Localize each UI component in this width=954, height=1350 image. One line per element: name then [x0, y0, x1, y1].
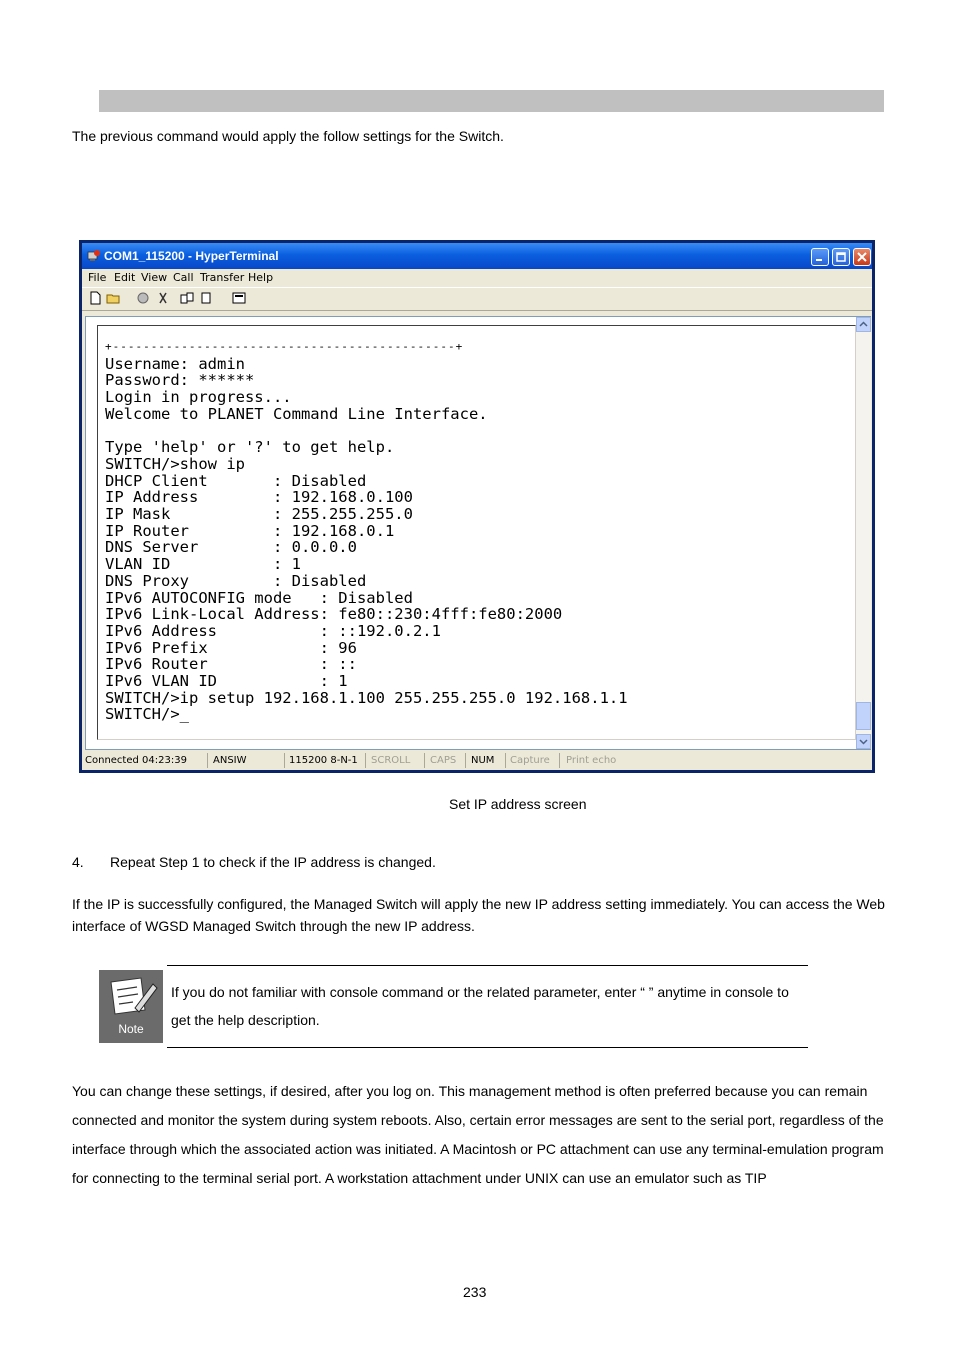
status-capture: Capture	[510, 755, 550, 766]
terminal-divider: +---------------------------------------------+	[105, 340, 464, 353]
terminal-line: SWITCH/>show ip	[105, 454, 245, 473]
terminal-line: Login in progress...	[105, 388, 292, 407]
terminal-line: DHCP Client : Disabled	[105, 471, 367, 490]
terminal-line: IPv6 Prefix : 96	[105, 638, 357, 657]
terminal-screen[interactable]	[97, 325, 856, 740]
terminal-line: VLAN ID : 1	[105, 555, 301, 574]
minimize-icon	[814, 251, 826, 263]
status-connected: Connected 04:23:39	[85, 755, 187, 766]
disconnect-icon[interactable]	[156, 291, 170, 305]
status-port: 115200 8-N-1	[289, 755, 358, 766]
close-button[interactable]	[853, 248, 871, 266]
terminal-line: DNS Server : 0.0.0.0	[105, 538, 357, 557]
note-icon	[99, 970, 163, 1043]
status-bar	[82, 751, 872, 770]
paragraph-ip-configured: If the IP is successfully configured, the Managed Switch will apply the new IP address setting immediately. You can access the Web interface of WGSD Managed Switch through the new IP address.	[72, 896, 885, 934]
close-icon	[856, 251, 868, 263]
terminal-line: SWITCH/>ip setup 192.168.1.100 255.255.255.0 192.168.1.1	[105, 688, 628, 707]
terminal-line: IPv6 Link-Local Address: fe80::230:4fff:fe80:2000	[105, 605, 563, 624]
menu-edit[interactable]: Edit	[114, 271, 136, 284]
menu-view[interactable]: View	[141, 271, 168, 284]
hyperterminal-window	[79, 240, 875, 773]
intro-text: The previous command would apply the follow settings for the Switch.	[72, 128, 504, 144]
terminal-line: Welcome to PLANET Command Line Interface.	[105, 404, 488, 423]
menu-call[interactable]: Call	[173, 271, 194, 284]
chevron-up-icon	[857, 318, 870, 331]
terminal-line: DNS Proxy : Disabled	[105, 571, 367, 590]
terminal-line: SWITCH/>_	[105, 705, 189, 724]
status-caps: CAPS	[430, 755, 457, 766]
page-number: 233	[463, 1284, 487, 1300]
terminal-line: Type 'help' or '?' to get help.	[105, 438, 395, 457]
note-pencil-icon	[99, 970, 163, 1022]
send-icon[interactable]	[180, 291, 194, 305]
menu-help[interactable]: Help	[248, 271, 274, 284]
step-text: Repeat Step 1 to check if the IP address is changed.	[110, 854, 436, 870]
scroll-thumb[interactable]	[856, 702, 871, 730]
terminal-line: Username: admin	[105, 354, 245, 373]
note-text: If you do not familiar with console command or the related parameter, enter “ ” anytime in console to get the help description.	[171, 984, 789, 1028]
step-number: 4.	[72, 854, 84, 870]
terminal-area[interactable]	[85, 316, 871, 750]
status-scroll: SCROLL	[371, 755, 411, 766]
open-icon[interactable]	[106, 291, 120, 305]
terminal-line: Password: ******	[105, 371, 255, 390]
properties-icon[interactable]	[232, 291, 246, 305]
terminal-line: IP Mask : 255.255.255.0	[105, 505, 413, 524]
figure-caption: Set IP address screen	[449, 796, 587, 812]
terminal-line: IPv6 Router : ::	[105, 655, 357, 674]
minimize-button[interactable]	[811, 248, 829, 266]
terminal-line: IP Router : 192.168.0.1	[105, 521, 395, 540]
title-bar[interactable]	[82, 243, 872, 269]
new-connection-icon[interactable]	[88, 291, 102, 305]
section-header-bar	[99, 90, 884, 112]
vertical-scrollbar[interactable]	[856, 317, 871, 749]
hyperterminal-icon	[87, 249, 101, 263]
maximize-button[interactable]	[832, 248, 850, 266]
terminal-output	[105, 337, 628, 723]
scroll-down-arrow[interactable]	[856, 734, 871, 749]
terminal-line: IP Address : 192.168.0.100	[105, 488, 413, 507]
chevron-down-icon	[857, 735, 870, 748]
terminal-line: IPv6 AUTOCONFIG mode : Disabled	[105, 588, 413, 607]
note-label: Note	[118, 1022, 144, 1036]
menu-file[interactable]: File	[88, 271, 107, 284]
window-title: COM1_115200 - HyperTerminal	[104, 249, 279, 263]
note-bottom-rule	[167, 1047, 808, 1048]
window-client	[82, 269, 872, 770]
note-top-rule	[167, 965, 808, 966]
menu-transfer[interactable]: Transfer	[200, 271, 245, 284]
connect-icon[interactable]	[136, 291, 150, 305]
terminal-line: IPv6 VLAN ID : 1	[105, 672, 348, 691]
maximize-icon	[835, 251, 847, 263]
paragraph-settings: You can change these settings, if desired, after you log on. This management method is often preferred because you can remain connected and monitor the system during system reboots. Also, certain error messages are sent to the serial port, regardless of the interface through which the associated action was initiated. A Macintosh or PC attachment can use any terminal-emulation program for connecting to the terminal serial port. A workstation attachment under UNIX can use an emulator such as TIP	[72, 1083, 884, 1186]
scroll-up-arrow[interactable]	[856, 317, 871, 332]
terminal-line: IPv6 Address : ::192.0.2.1	[105, 621, 441, 640]
receive-icon[interactable]	[198, 291, 212, 305]
terminal-lines	[105, 355, 628, 724]
status-num: NUM	[471, 755, 495, 766]
status-print-echo: Print echo	[566, 755, 617, 766]
status-emulation: ANSIW	[213, 755, 247, 766]
menu-bar	[82, 269, 872, 286]
toolbar	[82, 287, 872, 311]
